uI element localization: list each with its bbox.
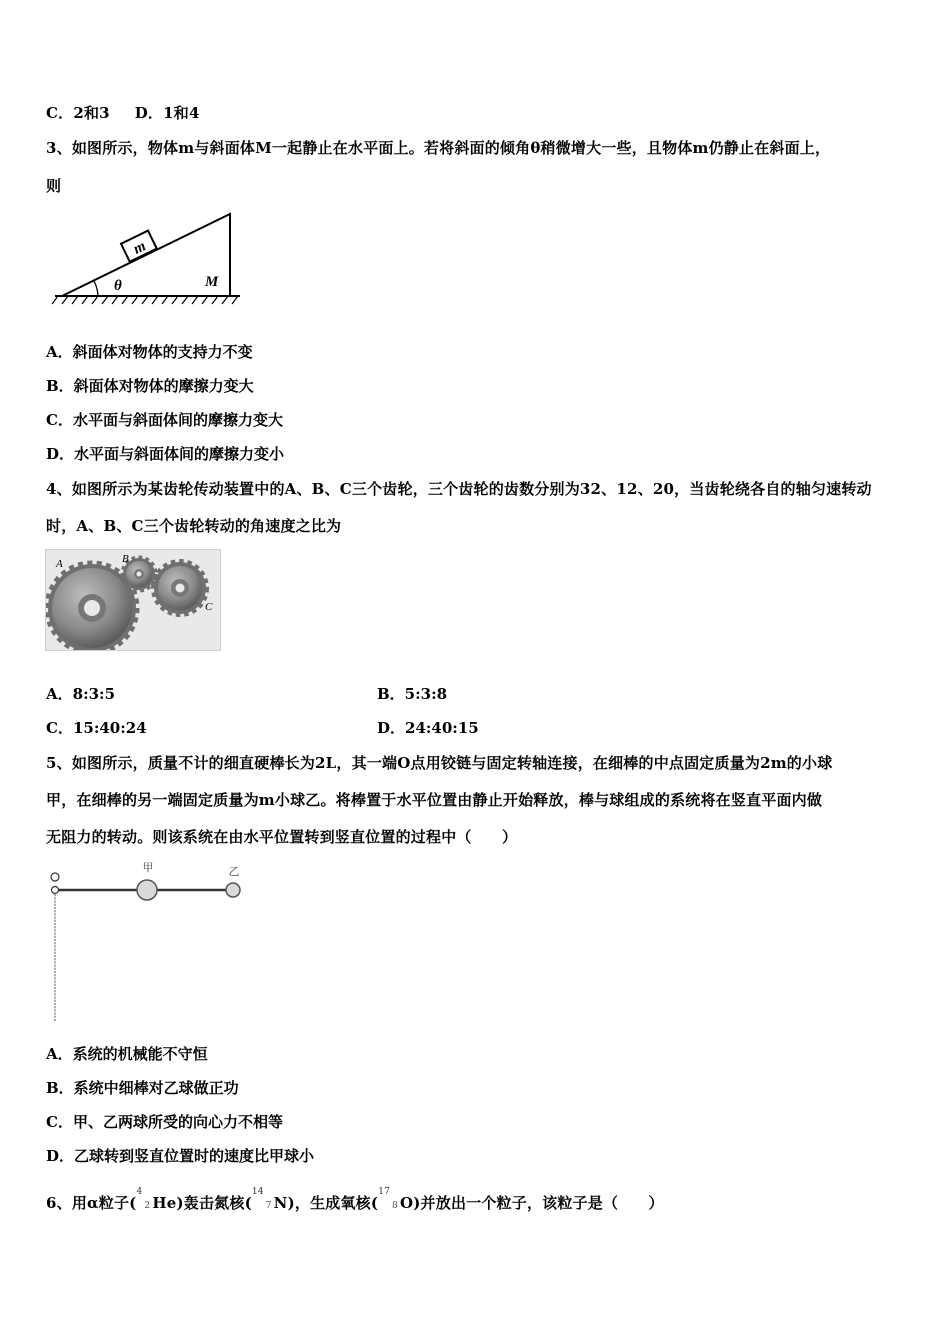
gear-c-label: C bbox=[205, 601, 213, 613]
q5-stem-line1: 5、如图所示，质量不计的细直硬棒长为2L，其一端O点用铰链与固定转轴连接，在细棒的中点固定质量为2m的小球 bbox=[46, 754, 833, 772]
q6-he: He)轰击氮核( bbox=[152, 1194, 252, 1212]
q5-option-a: A．系统的机械能不守恒 bbox=[46, 1045, 208, 1063]
he-mass-number: 4 bbox=[136, 1187, 143, 1197]
q4-option-c: C．15:40:24 bbox=[46, 719, 147, 737]
gear-c bbox=[154, 562, 206, 614]
q5-option-d: D．乙球转到竖直位置时的速度比甲球小 bbox=[46, 1147, 315, 1165]
gears-figure bbox=[45, 549, 221, 651]
q2-options-line bbox=[46, 102, 200, 123]
q5-stem-line2: 甲，在细棒的另一端固定质量为m小球乙。将棒置于水平位置由静止开始释放，棒与球组成的系统将在竖直平面内做 bbox=[46, 791, 823, 809]
q4-option-d: D．24:40:15 bbox=[377, 719, 479, 737]
o-label-mark bbox=[51, 873, 59, 881]
q3-option-b: B．斜面体对物体的摩擦力变大 bbox=[46, 377, 254, 395]
n-atomic-number: 7 bbox=[265, 1201, 272, 1211]
q4-stem-line1: 4、如图所示为某齿轮传动装置中的A、B、C三个齿轮，三个齿轮的齿数分别为32、12、20，当齿轮绕各自的轴匀速转动 bbox=[46, 480, 872, 498]
he-atomic-number: 2 bbox=[144, 1201, 151, 1211]
wedge-m-label: M bbox=[205, 274, 219, 290]
gear-a-label: A bbox=[56, 558, 63, 570]
incline-figure bbox=[50, 208, 250, 313]
ball-yi bbox=[226, 883, 240, 897]
angle-theta-label: θ bbox=[114, 278, 122, 294]
q3-option-d: D．水平面与斜面体间的摩擦力变小 bbox=[46, 445, 285, 463]
q2-option-d: D．1和4 bbox=[134, 104, 200, 122]
o-mass-number: 17 bbox=[378, 1187, 391, 1197]
q3-stem-line2: 则 bbox=[46, 177, 62, 195]
q3-option-c: C．水平面与斜面体间的摩擦力变大 bbox=[46, 411, 283, 429]
q2-option-c: C．2和3 bbox=[46, 104, 110, 122]
q6-o: O)并放出一个粒子，该粒子是（ ） bbox=[399, 1194, 664, 1212]
q6-stem bbox=[46, 1187, 664, 1213]
ball-jia bbox=[137, 880, 157, 900]
svg-text:m: m bbox=[131, 238, 149, 258]
rod-figure bbox=[45, 858, 255, 1026]
q4-stem-line2: 时，A、B、C三个齿轮转动的角速度之比为 bbox=[46, 517, 342, 535]
o-atomic-number: 8 bbox=[392, 1201, 398, 1211]
q4-option-a: A．8:3:5 bbox=[46, 685, 116, 703]
incline-block bbox=[121, 231, 157, 262]
q5-option-c: C．甲、乙两球所受的向心力不相等 bbox=[46, 1113, 283, 1131]
q3-stem-line1: 3、如图所示，物体m与斜面体M一起静止在水平面上。若将斜面的倾角θ稍微增大一些，且物体m仍静止在斜面上， bbox=[46, 139, 831, 157]
pivot-o bbox=[52, 887, 59, 894]
jia-label: 甲 bbox=[142, 861, 154, 874]
q6-n: N)，生成氧核( bbox=[273, 1194, 379, 1212]
q3-option-a: A．斜面体对物体的支持力不变 bbox=[46, 343, 253, 361]
n-mass-number: 14 bbox=[251, 1187, 264, 1197]
q4-option-b: B．5:3:8 bbox=[377, 685, 448, 703]
gear-b-label: B bbox=[122, 553, 129, 565]
yi-label: 乙 bbox=[228, 865, 240, 878]
q5-option-b: B．系统中细棒对乙球做正功 bbox=[46, 1079, 239, 1097]
q6-prefix: 6、用α粒子( bbox=[46, 1194, 137, 1212]
gear-a bbox=[48, 564, 136, 651]
q5-stem-line3: 无阻力的转动。则该系统在由水平位置转到竖直位置的过程中（ ） bbox=[46, 828, 518, 846]
